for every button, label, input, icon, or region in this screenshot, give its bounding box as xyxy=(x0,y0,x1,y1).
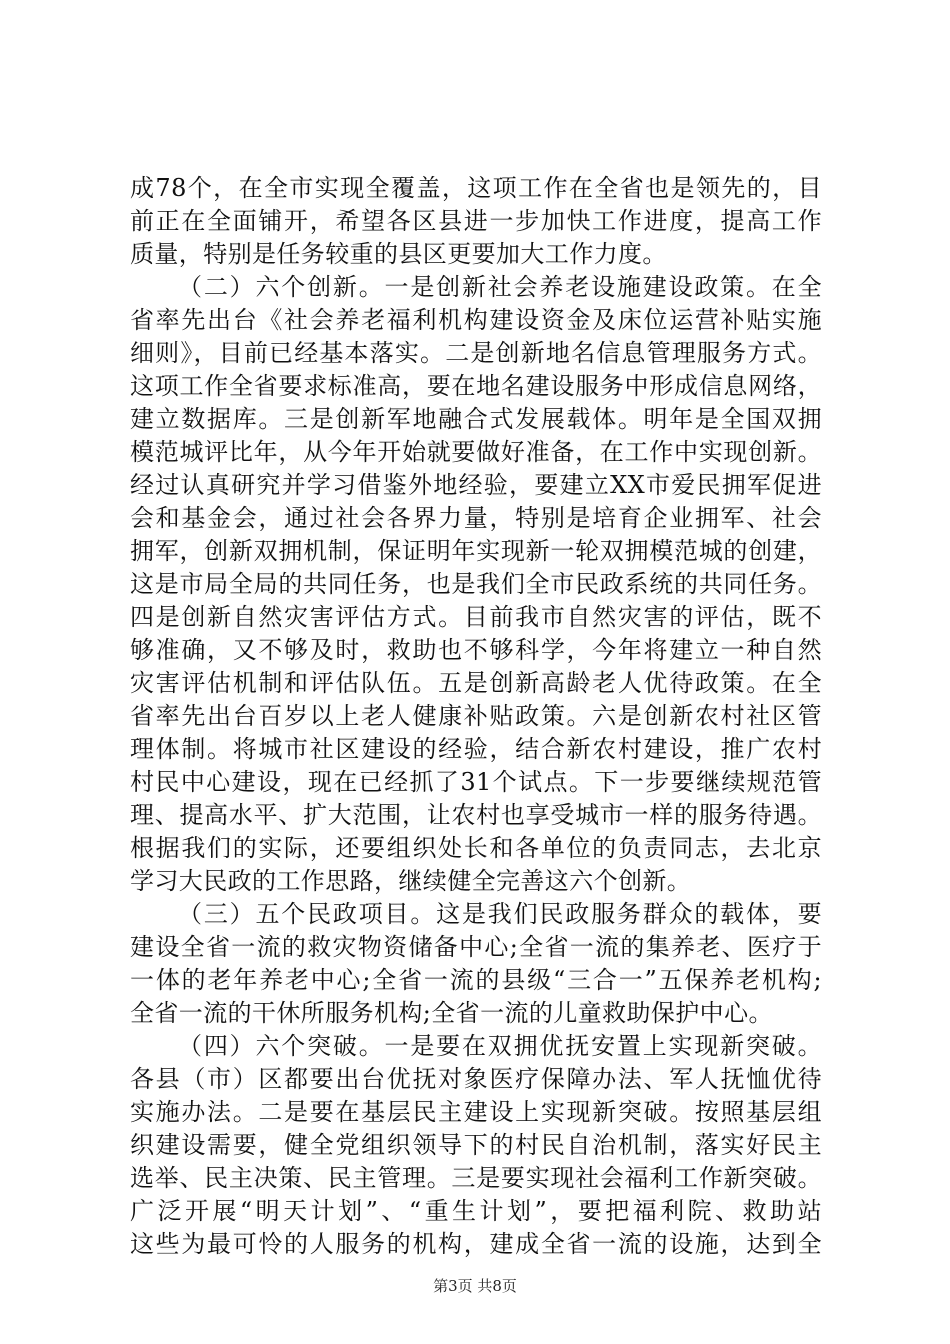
text-line: 够准确，又不够及时，救助也不够科学，今年将建立一种自然 xyxy=(130,636,822,664)
text-line: 前正在全面铺开，希望各区县进一步加快工作进度，提高工作 xyxy=(130,207,822,235)
text-line: 四是创新自然灾害评估方式。目前我市自然灾害的评估，既不 xyxy=(130,603,822,631)
text-line: 学习大民政的工作思路，继续健全完善这六个创新。 xyxy=(130,867,692,895)
text-line: （二）六个创新。一是创新社会养老设施建设政策。在全 xyxy=(178,273,822,301)
text-line: 会和基金会，通过社会各界力量，特别是培育企业拥军、社会 xyxy=(130,504,822,532)
text-line: 灾害评估机制和评估队伍。五是创新高龄老人优待政策。在全 xyxy=(130,669,822,697)
text-line: 广泛开展“明天计划”、“重生计划”，要把福利院、救助站 xyxy=(130,1197,822,1225)
text-line: 省率先出台《社会养老福利机构建设资金及床位运营补贴实施 xyxy=(130,306,822,334)
text-line: 成78个，在全市实现全覆盖，这项工作在全省也是领先的，目 xyxy=(130,174,822,202)
text-line: 织建设需要，健全党组织领导下的村民自治机制，落实好民主 xyxy=(130,1131,822,1159)
text-line: 全省一流的干休所服务机构;全省一流的儿童救助保护中心。 xyxy=(130,999,773,1027)
text-line: 选举、民主决策、民主管理。三是要实现社会福利工作新突破。 xyxy=(130,1164,822,1192)
text-line: 拥军，创新双拥机制，保证明年实现新一轮双拥模范城的创建， xyxy=(130,537,822,565)
page-number-footer: 第3页 共8页 xyxy=(433,1277,517,1295)
text-line: 根据我们的实际，还要组织处长和各单位的负责同志，去北京 xyxy=(130,834,822,862)
text-line: 实施办法。二是要在基层民主建设上实现新突破。按照基层组 xyxy=(130,1098,822,1126)
text-line: （三）五个民政项目。这是我们民政服务群众的载体，要 xyxy=(178,900,822,928)
text-line: 细则》，目前已经基本落实。二是创新地名信息管理服务方式。 xyxy=(130,339,822,367)
text-line: 理、提高水平、扩大范围，让农村也享受城市一样的服务待遇。 xyxy=(130,801,822,829)
text-line: 经过认真研究并学习借鉴外地经验，要建立XX市爱民拥军促进 xyxy=(130,471,822,499)
text-line: 建立数据库。三是创新军地融合式发展载体。明年是全国双拥 xyxy=(130,405,822,433)
text-line: 这些为最可怜的人服务的机构，建成全省一流的设施，达到全 xyxy=(130,1230,822,1258)
text-line: 各县（市）区都要出台优抚对象医疗保障办法、军人抚恤优待 xyxy=(130,1065,822,1093)
text-line: 这是市局全局的共同任务，也是我们全市民政系统的共同任务。 xyxy=(130,570,822,598)
body-text xyxy=(130,172,822,1261)
text-line: 省率先出台百岁以上老人健康补贴政策。六是创新农村社区管 xyxy=(130,702,822,730)
text-line: 这项工作全省要求标准高，要在地名建设服务中形成信息网络， xyxy=(130,372,822,400)
text-line: 村民中心建设，现在已经抓了31个试点。下一步要继续规范管 xyxy=(130,768,822,796)
text-line: （四）六个突破。一是要在双拥优抚安置上实现新突破。 xyxy=(178,1032,822,1060)
text-line: 理体制。将城市社区建设的经验，结合新农村建设，推广农村 xyxy=(130,735,822,763)
text-line: 模范城评比年，从今年开始就要做好准备，在工作中实现创新。 xyxy=(130,438,822,466)
text-line: 建设全省一流的救灾物资储备中心;全省一流的集养老、医疗于 xyxy=(130,933,822,961)
text-line: 质量，特别是任务较重的县区更要加大工作力度。 xyxy=(130,240,667,268)
text-line: 一体的老年养老中心;全省一流的县级“三合一”五保养老机构; xyxy=(130,966,822,994)
